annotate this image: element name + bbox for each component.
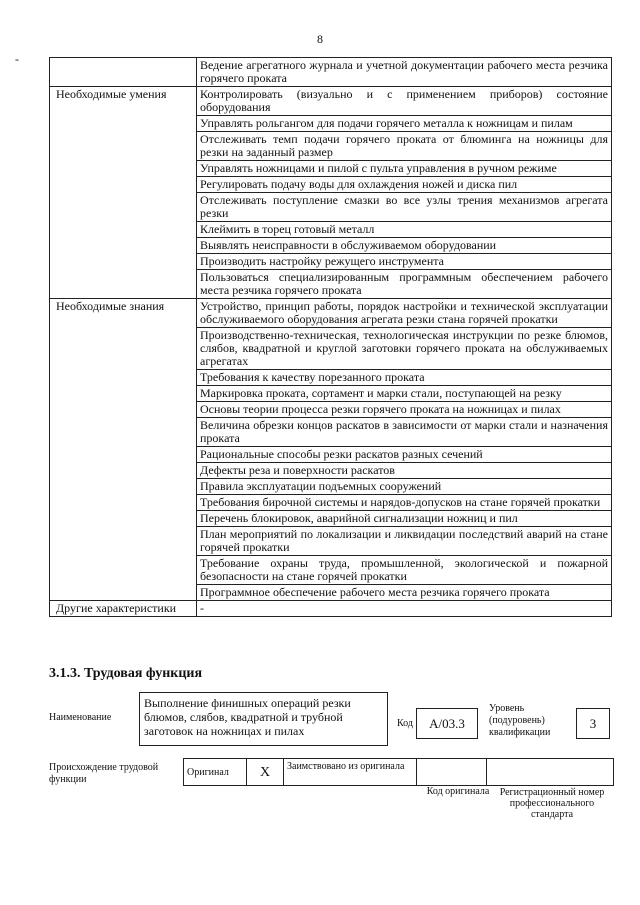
origin-label: Происхождение трудовой функции bbox=[49, 762, 159, 785]
row-item-text: Перечень блокировок, аварийной сигнализации ножниц и пил bbox=[197, 511, 612, 527]
row-item-text: Контролировать (визуально и с применением приборов) состояние оборудования bbox=[197, 87, 612, 116]
row-item-text: Устройство, принцип работы, порядок настройки и технической эксплуатации обслуживаемого оборудования агрегата резки стана горячей прокатки bbox=[197, 299, 612, 328]
row-item-text: Основы теории процесса резки горячего проката на ножницах и пилах bbox=[197, 402, 612, 418]
row-category-label: Необходимые знания bbox=[50, 299, 197, 601]
row-item-text: Производить настройку режущего инструмента bbox=[197, 254, 612, 270]
row-item-text: Рациональные способы резки раскатов разных сечений bbox=[197, 447, 612, 463]
row-item-text: Программное обеспечение рабочего места резчика горячего проката bbox=[197, 585, 612, 601]
code-label: Код bbox=[397, 718, 413, 729]
function-name-box: Выполнение финишных операций резки блюмов, слябов, квадратной и трубной заготовок на ножницах и пилах bbox=[139, 692, 388, 746]
row-item-text: Требования к качеству порезанного проката bbox=[197, 370, 612, 386]
table-row bbox=[50, 299, 612, 328]
origin-table bbox=[183, 758, 614, 786]
margin-mark: - bbox=[15, 52, 19, 66]
row-item-text: Клеймить в торец готовый металл bbox=[197, 222, 612, 238]
row-item-text: Регулировать подачу воды для охлаждения ножей и диска пил bbox=[197, 177, 612, 193]
row-item-text: Выявлять неисправности в обслуживаемом оборудовании bbox=[197, 238, 612, 254]
row-item-text: План мероприятий по локализации и ликвидации последствий аварий на стане горячей прокатки bbox=[197, 527, 612, 556]
row-item-text: Требования бирочной системы и нарядов-допусков на стане горячей прокатки bbox=[197, 495, 612, 511]
code-original-cell bbox=[417, 759, 487, 786]
row-item-text: Производственно-техническая, технологическая инструкции по резке блюмов, слябов, квадратной и круглой заготовки горячего проката на обслуживаемых агрегатах bbox=[197, 328, 612, 370]
row-item-text: Правила эксплуатации подъемных сооружений bbox=[197, 479, 612, 495]
qualification-level-label: Уровень (подуровень) квалификации bbox=[489, 703, 551, 738]
code-original-label: Код оригинала bbox=[426, 786, 490, 797]
row-item-text: Отслеживать темп подачи горячего проката от блюминга на ножницы для резки на заданный размер bbox=[197, 132, 612, 161]
row-item-text: Управлять ножницами и пилой с пульта управления в ручном режиме bbox=[197, 161, 612, 177]
row-item-text: Отслеживать поступление смазки во все узлы трения механизмов агрегата резки bbox=[197, 193, 612, 222]
row-item-text: Величина обрезки концов раскатов в зависимости от марки стали и назначения проката bbox=[197, 418, 612, 447]
original-cell: Оригинал bbox=[184, 759, 247, 786]
row-category-label: Другие характеристики bbox=[50, 601, 197, 617]
row-item-text: Пользоваться специализированным программным обеспечением рабочего места резчика горячего проката bbox=[197, 270, 612, 299]
row-item-text: Маркировка проката, сортамент и марки стали, поступающей на резку bbox=[197, 386, 612, 402]
table-row bbox=[50, 58, 612, 87]
row-item-text: - bbox=[197, 601, 612, 617]
row-item-text: Ведение агрегатного журнала и учетной документации рабочего места резчика горячего проката bbox=[197, 58, 612, 87]
section-title: 3.1.3. Трудовая функция bbox=[49, 666, 203, 681]
row-category-label bbox=[50, 58, 197, 87]
registration-number-cell bbox=[487, 759, 614, 786]
qualification-level-box: 3 bbox=[576, 708, 610, 739]
table-row bbox=[50, 601, 612, 617]
labor-function-characteristics-table bbox=[49, 57, 612, 617]
table-row bbox=[50, 87, 612, 116]
row-item-text: Управлять рольгангом для подачи горячего металла к ножницам и пилам bbox=[197, 116, 612, 132]
borrowed-cell: Заимствовано из оригинала bbox=[284, 759, 417, 786]
function-code-box: А/03.3 bbox=[416, 708, 478, 739]
original-mark-cell: X bbox=[247, 759, 284, 786]
row-category-label: Необходимые умения bbox=[50, 87, 197, 299]
registration-number-label: Регистрационный номер профессионального стандарта bbox=[499, 787, 605, 820]
name-label: Наименование bbox=[49, 712, 112, 723]
row-item-text: Требование охраны труда, промышленной, экологической и пожарной безопасности на стане горячей прокатки bbox=[197, 556, 612, 585]
row-item-text: Дефекты реза и поверхности раскатов bbox=[197, 463, 612, 479]
page-number: 8 bbox=[317, 32, 323, 46]
